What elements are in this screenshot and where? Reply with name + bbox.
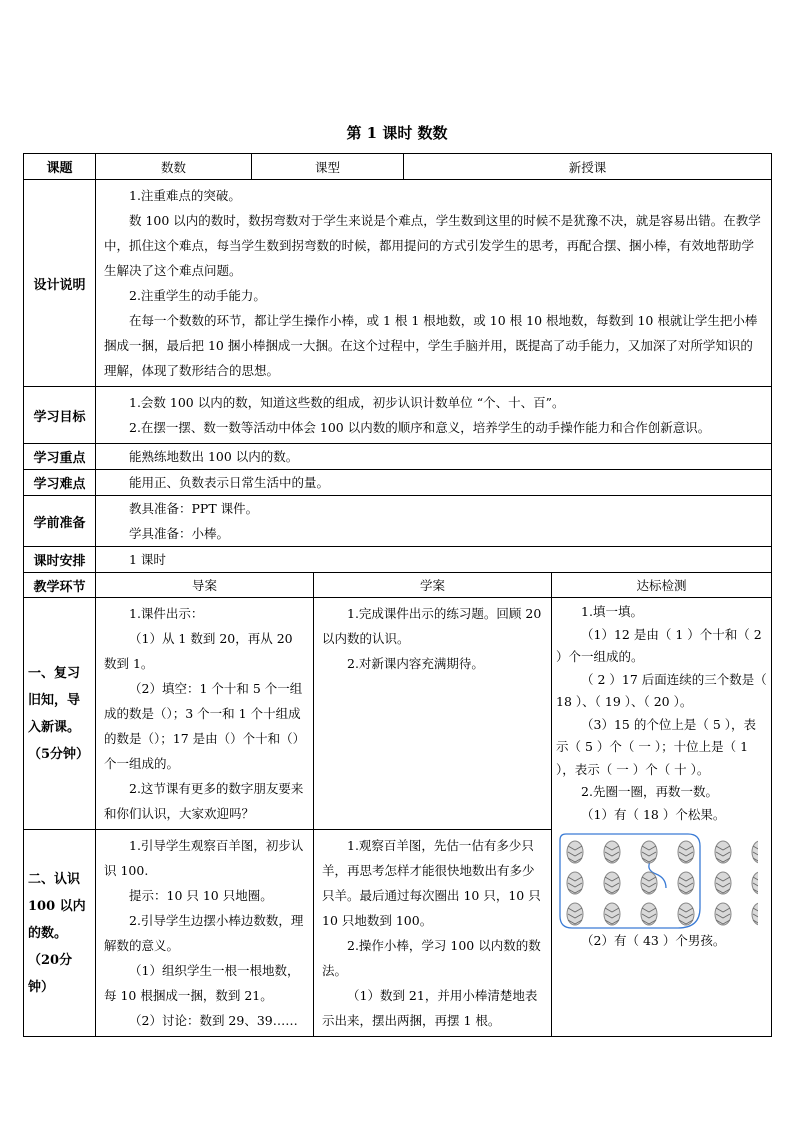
page-title: 第 1 课时 数数 [346,124,448,142]
guide-line: （2）填空：1 个十和 5 个一组成的数是（）；3 个一和 1 个十组成的数是（）；17 是由（）个十和（）个一组成的。 [104,681,306,771]
difficulty-content [96,470,772,496]
goals-label: 学习目标 [24,387,96,444]
stage2-study [314,830,552,1037]
stage1-guide [96,598,314,830]
pinecone-icon [567,841,583,863]
lesson-plan-table [23,153,772,1037]
guide-line: 2.这节课有更多的数字朋友要来和你们认识，大家欢迎吗？ [104,781,304,821]
pinecone-icon [715,841,731,863]
design-line: 数 100 以内的数时，数拐弯数对于学生来说是个难点，学生数到这里的时候不是犹豫不决，就是容易出错。在教学中，抓住这个难点，每当学生数到拐弯数的时候，都用提问的方式引发学生的思考，再配合摆、捆小棒，有效地帮助学生解决了这个难点问题。 [104,213,761,278]
design-content [96,180,772,387]
prep-line: 教具准备：PPT 课件。 [129,501,259,516]
header-guide: 导案 [96,573,314,598]
stage2-guide [96,830,314,1037]
study-line: 1.观察百羊图，先估一估有多少只羊，再思考怎样才能很快地数出有多少只羊。最后通过每次圈出 10 只，10 只 10 只地数到 100。 [322,838,541,928]
design-label: 设计说明 [24,180,96,387]
lesson-type-value: 新授课 [404,154,772,180]
pinecone-icon [715,872,731,894]
row-prep [24,496,772,547]
pinecone-icon [641,903,657,925]
prep-label: 学前准备 [24,496,96,547]
row-focus [24,444,772,470]
row-design [24,180,772,387]
study-line: （1）数到 21，并用小棒清楚地表示出来，摆出两捆，再摆 1 根。 [322,988,538,1028]
design-line: 1.注重难点的突破。 [129,188,241,203]
pinecone-figure [558,830,767,930]
study-line: 2.操作小棒，学习 100 以内数的数法。 [322,938,541,978]
schedule-text: 1 课时 [129,552,166,567]
check-line: （3）15 的个位上是（ 5 ），表示（ 5 ）个（ 一 ）；十位上是（ 1 ），表示（ 一 ）个（ 十 ）。 [556,716,756,777]
difficulty-label: 学习难点 [24,470,96,496]
pinecone-icon [752,872,758,894]
pinecone-icon [678,903,694,925]
topic-label: 课题 [24,154,96,180]
prep-line: 学具准备：小棒。 [129,526,230,541]
stage1-name-cell [24,598,96,830]
pinecone-icon [752,841,758,863]
guide-line: 1.引导学生观察百羊图，初步认识 100. [104,838,304,878]
header-check: 达标检测 [552,573,772,598]
check-content [552,598,772,1037]
check-line: 1.填一填。 [581,604,643,619]
guide-line: （1）从 1 数到 20，再从 20 数到 1。 [104,631,293,671]
pinecone-icon [567,872,583,894]
pinecone-icon [604,872,620,894]
header-stage: 教学环节 [24,573,96,598]
pinecone-icon [678,872,694,894]
prep-content [96,496,772,547]
focus-label: 学习重点 [24,444,96,470]
guide-line: 1.课件出示： [129,606,204,621]
pinecone-icon [604,841,620,863]
pinecone-icon [641,841,657,863]
guide-line: 2.引导学生边摆小棒边数数，理解数的意义。 [104,913,304,953]
header-study: 学案 [314,573,552,598]
lesson-type-label: 课型 [252,154,404,180]
pinecone-icon [604,903,620,925]
stage1-study [314,598,552,830]
pinecone-icon [715,903,731,925]
pinecone-icon [678,841,694,863]
study-line: 2.对新课内容充满期待。 [347,656,484,671]
check-line: （1）有（ 18 ）个松果。 [581,806,726,822]
row-topic [24,154,772,180]
check-line: 2.先圈一圈，再数一数。 [581,784,718,799]
guide-line: （1）组织学生一根一根地数，每 10 根捆成一捆，数到 21。 [104,963,300,1003]
row-stage-1 [24,598,772,830]
schedule-label: 课时安排 [24,547,96,573]
design-line: 2.注重学生的动手能力。 [129,288,266,303]
check-line: （1）12 是由（ 1 ）个十和（ 2 ）个一组成的。 [556,626,762,664]
check-line: （2）有（ 43 ）个男孩。 [581,933,726,948]
schedule-content [96,547,772,573]
pinecone-grid [558,830,758,930]
focus-content [96,444,772,470]
row-difficulty [24,470,772,496]
goal-line: 2.在摆一摆、数一数等活动中体会 100 以内数的顺序和意义，培养学生的动手操作能力和合作创新意识。 [129,420,711,435]
pinecone-icon [641,872,657,894]
stage2-name: 二、认识 100 以内的数。（20分钟） [28,871,86,995]
topic-value: 数数 [96,154,252,180]
row-schedule [24,547,772,573]
guide-line: （2）讨论：数到 29、39…… [129,1013,298,1028]
row-goals [24,387,772,444]
check-line: （ 2 ）17 后面连续的三个数是（ 18 ）、（ 19 ）、（ 20 ）。 [556,671,767,709]
stage1-name: 一、复习旧知，导入新课。（5分钟） [28,665,90,762]
pinecone-icon [567,903,583,925]
goal-line: 1.会数 100 以内的数，知道这些数的组成，初步认识计数单位 “个、十、百”。 [129,395,565,410]
pinecone-icon [752,903,758,925]
row-headers [24,573,772,598]
difficulty-text: 能用正、负数表示日常生活中的量。 [129,475,330,490]
guide-line: 提示：10 只 10 只地圈。 [129,888,273,903]
stage2-name-cell [24,830,96,1037]
focus-text: 能熟练地数出 100 以内的数。 [129,449,299,464]
goals-content [96,387,772,444]
study-line: 1.完成课件出示的练习题。回顾 20 以内数的认识。 [322,606,542,646]
design-line: 在每一个数数的环节，都让学生操作小棒，或 1 根 1 根地数，或 10 根 10 根地数，每数到 10 根就让学生把小棒捆成一捆，最后把 10 捆小棒捆成一大捆。在这个过程中，学生手脑并用，既提高了动手能力，又加深了对所学知识的理解，体现了数形结合的思想。 [104,313,758,378]
